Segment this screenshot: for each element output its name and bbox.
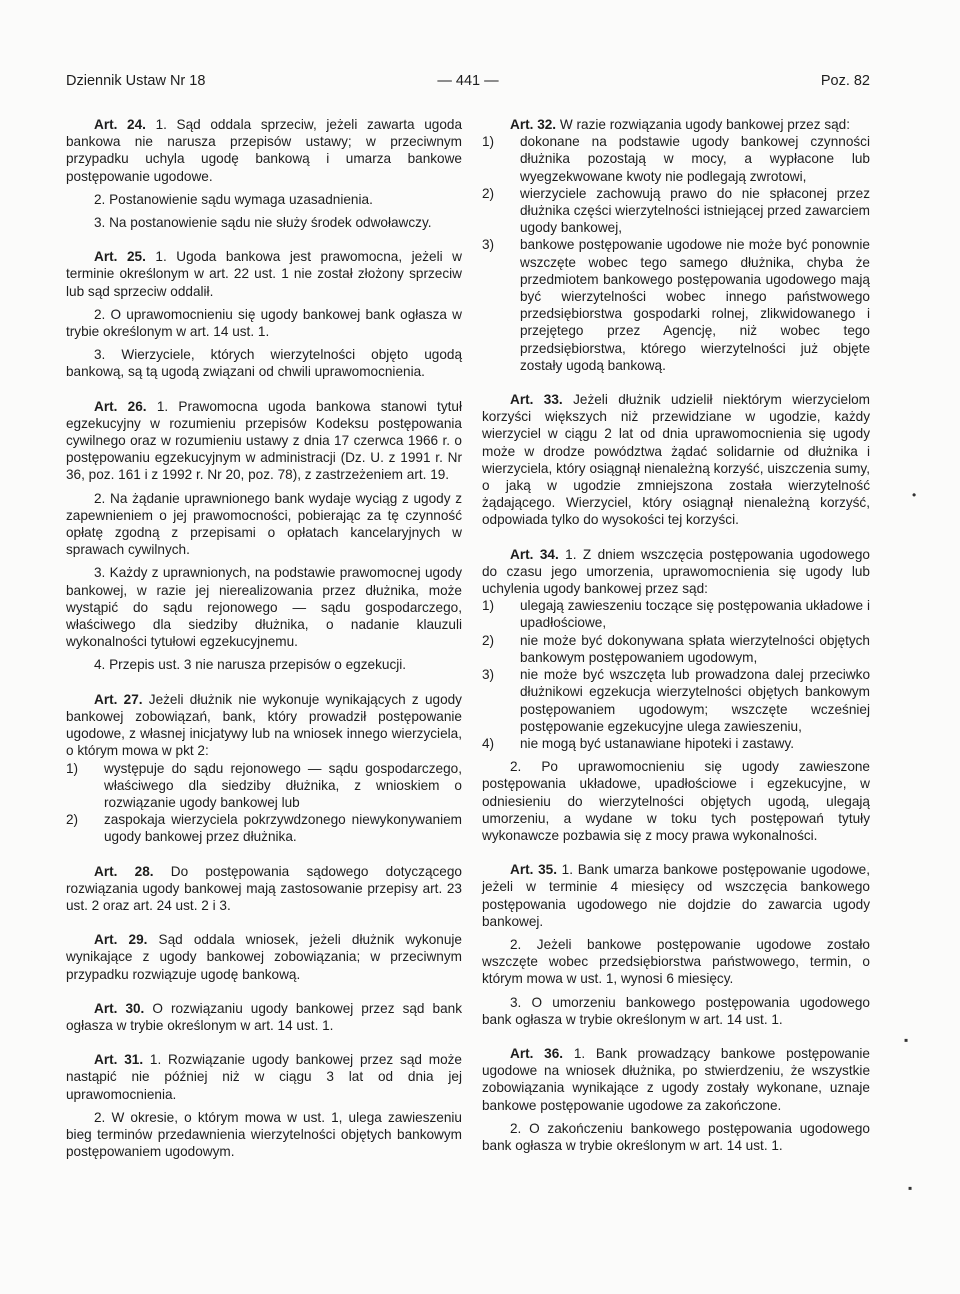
- art-28-label: Art. 28.: [94, 863, 154, 879]
- art-34-item-4: [482, 735, 870, 752]
- art-25-para-1: Art. 25. 1. Ugoda bankowa jest prawomocna, jeżeli w terminie określonym w art. 22 ust. 1 nie został złożony sprzeciw lub sąd sprzeciw oddalił.: [66, 249, 462, 299]
- art-32-para-1: Art. 32. W razie rozwiązania ugody bankowej przez sąd:: [510, 117, 851, 132]
- art-31-label: Art. 31.: [94, 1052, 144, 1068]
- art-26-label: Art. 26.: [94, 398, 147, 414]
- list-number: 2): [482, 632, 495, 648]
- art-26-para-1: Art. 26. 1. Prawomocna ugoda bankowa stanowi tytuł egzekucyjny w rozumieniu przepisów Kodeksu postępowania cywilnego oraz w rozumieniu ustawy z dnia 17 czerwca 1966 r. o postępowaniu egzekucyjnym w administracji (Dz. U. z 1991 r. Nr 36, poz. 161 i z 1992 r. Nr 20, poz. 78), z zastrzeżeniem art. 19.: [66, 398, 462, 483]
- art-28-para-1: Art. 28. Do postępowania sądowego dotyczącego rozwiązania ugody bankowej mają zastosowanie przepisy art. 23 ust. 2 oraz art. 24 ust. 2 i 3.: [66, 863, 462, 913]
- page-number: — 441 —: [437, 73, 499, 89]
- left-column: [66, 116, 462, 1160]
- art-34-para-1: Art. 34. 1. Z dniem wszczęcia postępowania ugodowego do czasu jego umorzenia, uprawomocnienia się ugody lub uchylenia ugody bankowej przez sąd:: [482, 546, 870, 597]
- art-35-para-3: 3. O umorzeniu bankowego postępowania ugodowego bank ogłasza w trybie określonym w art. 14 ust. 1.: [482, 994, 870, 1027]
- art-26-para-2: 2. Na żądanie uprawnionego bank wydaje wyciąg z ugody z zapewnieniem o jej prawomocności, pobierając za tę czynność opłatę zgodną z przepisami o opłatach kancelaryjnych w sprawach cywilnych.: [66, 490, 462, 558]
- art-24-para-2: 2. Postanowienie sądu wymaga uzasadnienia.: [94, 191, 373, 207]
- list-number: 1): [482, 598, 495, 614]
- right-column: [482, 116, 870, 1154]
- list-text: zaspokaja wierzyciela pokrzywdzonego niewykonywaniem ugody bankowej przez dłużnika.: [104, 812, 462, 845]
- art-34-label: Art. 34.: [510, 546, 559, 562]
- art-26-para-4: 4. Przepis ust. 3 nie narusza przepisów o egzekucji.: [94, 657, 407, 673]
- list-number: 3): [482, 667, 495, 683]
- art-32-item-2: [482, 185, 870, 237]
- art-29-para-1: Art. 29. Sąd oddala wniosek, jeżeli dłużnik wykonuje wynikające z ugody bankowej zobowiązania; w przeciwnym przypadku rozwiązuje ugodę bankową.: [66, 932, 462, 982]
- list-number: 1): [66, 760, 79, 776]
- journal-title: Dziennik Ustaw Nr 18: [66, 73, 206, 89]
- position-number: Poz. 82: [820, 73, 870, 89]
- art-32-item-3: [482, 236, 870, 374]
- art-34-item-2: [482, 632, 870, 666]
- list-number: 2): [482, 185, 495, 201]
- art-35-para-1: Art. 35. 1. Bank umarza bankowe postępowanie ugodowe, jeżeli w terminie 4 miesięcy od wszczęcia bankowego postępowania ugodowego nie dojdzie do zawarcia ugody bankowej.: [482, 862, 870, 929]
- list-text: ulegają zawieszeniu toczące się postępowania układowe i upadłościowe,: [520, 598, 870, 631]
- art-24-para-3: 3. Na postanowienie sądu nie służy środek odwoławczy.: [94, 215, 432, 231]
- art-34-para-2: 2. Po uprawomocnieniu się ugody zawieszone postępowania układowe, upadłościowe i egzekucyjne, w odniesieniu do wierzytelności objętych ugodą, ulegają umorzeniu, a wydane w toku tych postępowań tytuły wykonawcze pozbawia się z mocy prawa wykonalności.: [482, 759, 870, 843]
- art-36-para-1: Art. 36. 1. Bank prowadzący bankowe postępowanie ugodowe na wniosek dłużnika, po stwierdzeniu, że wszystkie zobowiązania wynikające z ugody zostały wykonane, uznaje bankowe postępowanie ugodowe za zakończone.: [482, 1045, 870, 1113]
- art-27-item-2: [66, 811, 462, 845]
- art-24-para-1: Art. 24. 1. Sąd oddala sprzeciw, jeżeli zawarta ugoda bankowa nie narusza przepisów ustawy; w przeciwnym przypadku uchyla ugodę bankową i umarza bankowe postępowanie ugodowe.: [66, 117, 463, 184]
- list-text: występuje do sądu rejonowego — sądu gospodarczego, właściwego dla siedziby dłużnika, z wnioskiem o rozwiązanie ugody bankowej lub: [104, 760, 462, 810]
- art-30-label: Art. 30.: [94, 1000, 145, 1016]
- art-27-para-1: Art. 27. Jeżeli dłużnik nie wykonuje wynikających z ugody bankowej zobowiązań, bank, który prowadził postępowanie ugodowe, z własnej inicjatywy lub na wniosek innego wierzyciela, o którym mowa w pkt 2:: [66, 691, 462, 759]
- list-text: wierzyciele zachowują prawo do nie spłaconej przez dłużnika części wierzytelności istniejącej przed zawarciem ugody bankowej,: [520, 185, 870, 236]
- art-25-label: Art. 25.: [94, 249, 146, 265]
- list-number: 3): [482, 237, 495, 253]
- list-number: 4): [482, 735, 495, 751]
- art-36-para-2: 2. O zakończeniu bankowego postępowania ugodowego bank ogłasza w trybie określonym w art. 14 ust. 1.: [482, 1120, 870, 1153]
- list-number: 1): [482, 134, 495, 150]
- list-text: nie mogą być ustanawiane hipoteki i zastawy.: [520, 735, 795, 751]
- art-32-item-1: [482, 133, 870, 185]
- art-31-para-2: 2. W okresie, o którym mowa w ust. 1, ulega zawieszeniu bieg terminów przedawnienia wierzytelności objętych bankowym postępowaniem ugodowym.: [66, 1109, 462, 1160]
- scan-speck: ▪: [904, 1033, 909, 1047]
- list-text: bankowe postępowanie ugodowe nie może być ponownie wszczęte wobec tego samego dłużnika, chyba że przedmiotem bankowego postępowania ugodowego mają być wierzytelności wobec innego państwowego przedsiębiorstwa gospodarki rolnej, zlikwidowanego i przejętego przez Agencję, niż wobec tego przedsiębiorstwa, którego wierzytelności już objęte zostały ugodą bankową.: [520, 237, 870, 373]
- art-35-para-2: 2. Jeżeli bankowe postępowanie ugodowe zostało wszczęte wobec przedsiębiorstwa państwowego, termin, o którym mowa w ust. 1, wynosi 6 miesięcy.: [482, 936, 870, 987]
- list-number: 2): [66, 812, 79, 828]
- list-text: nie może być wszczęta lub prowadzona dalej przeciwko dłużnikowi egzekucja wierzytelności objętych bankowym postępowaniem ugodowym; wszczęte wcześniej postępowanie egzekucyjne ulega zawieszeniu,: [520, 667, 870, 734]
- scan-speck: ▪: [908, 1181, 913, 1195]
- art-33-label: Art. 33.: [510, 392, 563, 408]
- art-29-label: Art. 29.: [94, 932, 148, 948]
- art-36-label: Art. 36.: [510, 1045, 564, 1061]
- art-27-label: Art. 27.: [94, 691, 143, 707]
- art-26-para-3: 3. Każdy z uprawnionych, na podstawie prawomocnej ugody bankowej, w razie jej nierealizowania przez dłużnika, może wystąpić do sądu rejonowego — sądu gospodarczego, właściwego dla siedziby dłużnika, o nadanie klauzuli wykonalności tytułowi egzekucyjnemu.: [66, 565, 462, 650]
- art-25-para-3: 3. Wierzyciele, których wierzytelności objęto ugodą bankową, są tą ugodą związani od chwili uprawomocnienia.: [66, 347, 462, 380]
- art-27-item-1: [66, 760, 462, 812]
- art-30-para-1: Art. 30. O rozwiązaniu ugody bankowej przez sąd bank ogłasza w trybie określonym w art. 14 ust. 1.: [66, 1000, 462, 1033]
- list-text: nie może być dokonywana spłata wierzytelności objętych bankowym postępowaniem ugodowym,: [520, 632, 870, 665]
- art-31-para-1: Art. 31. 1. Rozwiązanie ugody bankowej przez sąd może nastąpić nie później niż w ciągu 3 lat od dnia jej uprawomocnienia.: [66, 1052, 462, 1102]
- scan-speck: •: [912, 488, 917, 502]
- art-25-para-2: 2. O uprawomocnieniu się ugody bankowej bank ogłasza w trybie określonym w art. 14 ust. 1.: [66, 306, 462, 340]
- art-33-para-1: Art. 33. Jeżeli dłużnik udzielił niektórym wierzycielom korzyści większych niż przewidziane w ugodzie, każdy wierzyciel w ciągu 2 lat od dnia uprawomocnienia się ugody może w drodze powództwa żądać solidarnie od dłużnika i wierzyciela, który osiągnął nienależną korzyść, uiszczenia sumy, o jaką w ugodzie zmniejszona została wierzytelność żądającego. Wierzyciel, który osiągnął nienależną korzyść, odpowiada tylko do wysokości tej korzyści.: [482, 392, 870, 528]
- art-34-item-3: [482, 666, 870, 735]
- art-35-label: Art. 35.: [510, 862, 557, 878]
- art-32-label: Art. 32.: [510, 117, 557, 132]
- art-34-item-1: [482, 597, 870, 631]
- list-text: dokonane na podstawie ugody bankowej czynności dłużnika pozostają w mocy, a wypłacone lub wyegzekwowane kwoty nie podlegają zwrotowi,: [520, 134, 870, 184]
- page-header: [66, 73, 870, 93]
- art-24-label: Art. 24.: [94, 117, 146, 132]
